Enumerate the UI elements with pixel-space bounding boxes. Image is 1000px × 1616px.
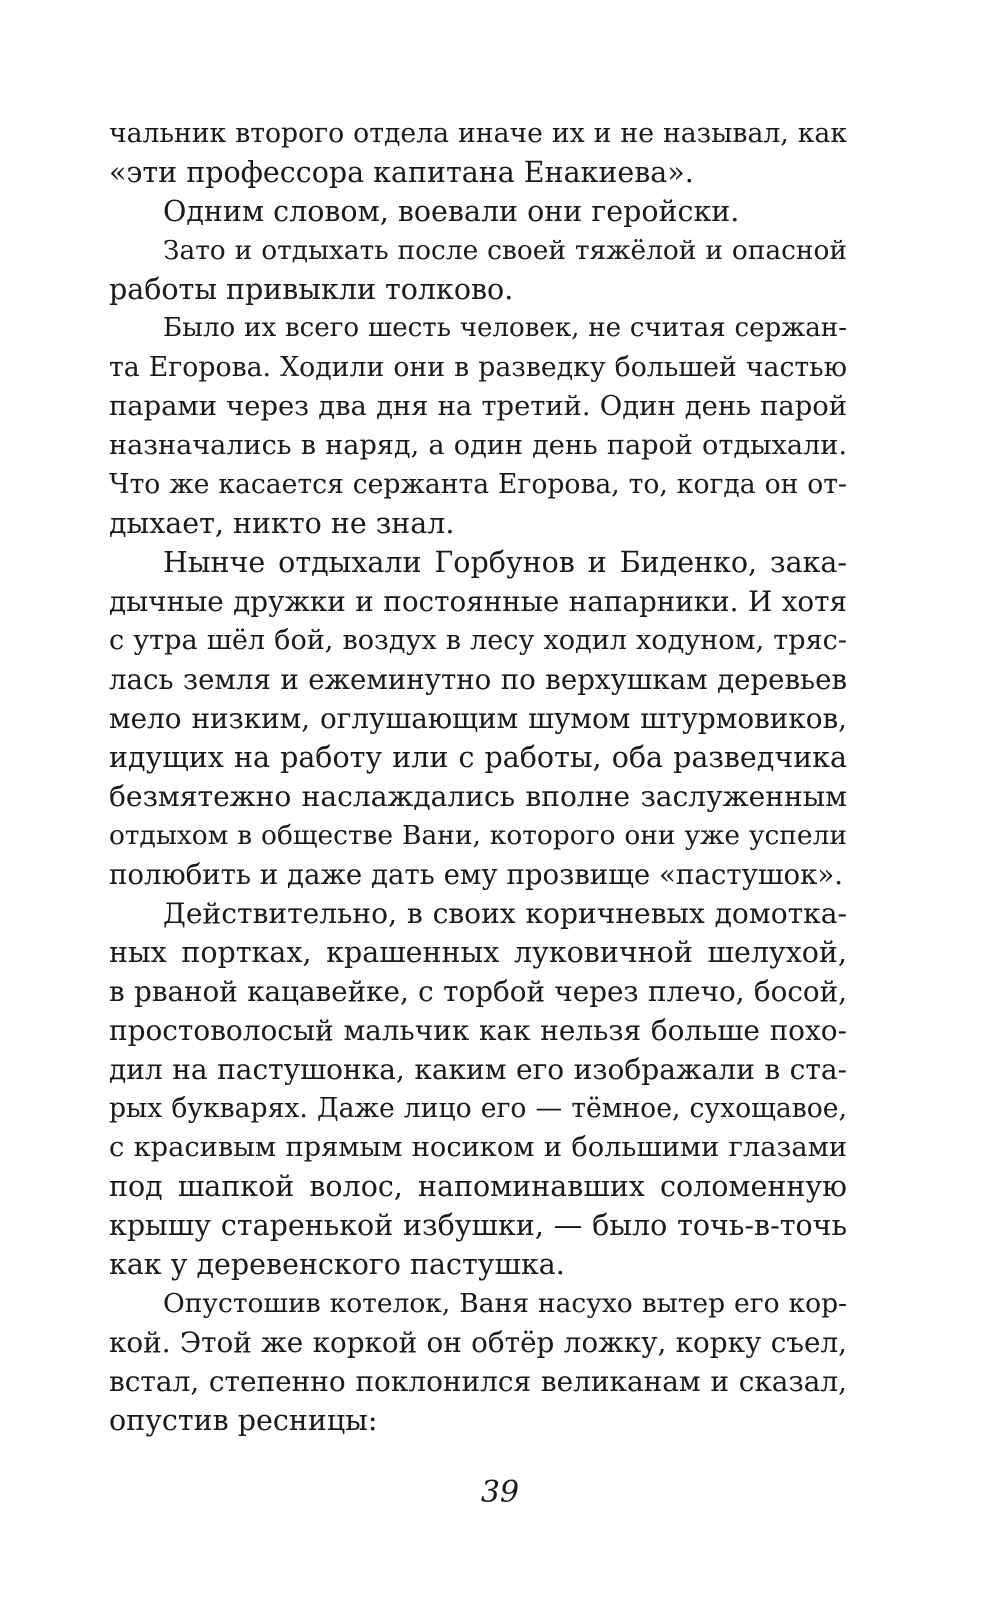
paragraph (109, 114, 847, 192)
paragraph (109, 231, 847, 309)
text-line: крышу старенькой избушки, — было точь-в-точь (109, 1209, 847, 1242)
text-line: с утра шёл бой, воздух в лесу ходил ходуном, тряс- (109, 625, 847, 656)
text-line: под шапкой волос, напоминавших соломенную (109, 1170, 847, 1203)
paragraph (109, 543, 847, 894)
text-line: отдыхом в обществе Вани, которого они уже успели (109, 820, 847, 851)
text-line: в рваной кацавейке, с торбой через плечо, босой, (109, 975, 847, 1008)
paragraph (109, 192, 847, 231)
paragraph (109, 309, 847, 543)
text-line: кой. Этой же коркой он обтёр ложку, корку съел, (109, 1326, 847, 1359)
text-line: Что же касается сержанта Егорова, то, когда он от- (109, 469, 847, 500)
text-line: идущих на работу или с работы, оба разведчика (109, 741, 847, 774)
text-line: рых букварях. Даже лицо его — тёмное, сухощавое, (109, 1093, 847, 1124)
text-line: чальник второго отдела иначе их и не называл, как (109, 118, 847, 149)
paragraph (109, 894, 847, 1284)
text-line: дычные дружки и постоянные напарники. И хотя (109, 585, 847, 618)
page-number: 39 (480, 1475, 520, 1510)
text-line: Было их всего шесть человек, не считая сержан- (163, 313, 847, 343)
text-line: парами через два дня на третий. Один день парой (109, 391, 847, 422)
text-line: Нынче отдыхали Горбунов и Биденко, зака- (163, 546, 847, 579)
text-line: полюбить и даже дать ему прозвище «пастушок». (109, 858, 844, 891)
text-line: опустив ресницы: (109, 1404, 378, 1437)
text-line: мело низким, оглушающим шумом штурмовиков, (109, 702, 847, 735)
text-line: с красивым прямым носиком и большими глазами (109, 1132, 847, 1163)
text-line: простоволосый мальчик как нельзя больше похо- (109, 1014, 847, 1047)
text-line: Одним словом, воевали они геройски. (163, 195, 740, 228)
text-line: безмятежно наслаждались вполне заслуженным (109, 780, 847, 813)
text-line: Зато и отдыхать после своей тяжёлой и опасной (163, 235, 847, 266)
text-line: назначались в наряд, а один день парой отдыхали. (109, 430, 847, 461)
paragraph (109, 1284, 847, 1440)
text-line: дыхает, никто не знал. (109, 507, 455, 540)
body-text (109, 114, 847, 1440)
text-line: «эти профессора капитана Енакиева». (109, 156, 694, 189)
text-line: та Егорова. Ходили они в разведку большей частью (109, 352, 847, 383)
text-line: Опустошив котелок, Ваня насухо вытер его кор- (163, 1288, 847, 1319)
text-line: лась земля и ежеминутно по верхушкам деревьев (109, 663, 847, 696)
text-line: Действительно, в своих коричневых домотка- (163, 897, 847, 930)
text-line: как у деревенского пастушка. (109, 1248, 565, 1281)
text-line: работы привыкли толково. (109, 273, 514, 306)
text-line: встал, степенно поклонился великанам и сказал, (109, 1365, 847, 1398)
text-line: ных портках, крашенных луковичной шелухой, (109, 936, 847, 969)
text-line: дил на пастушонка, каким его изображали в ста- (109, 1053, 847, 1086)
